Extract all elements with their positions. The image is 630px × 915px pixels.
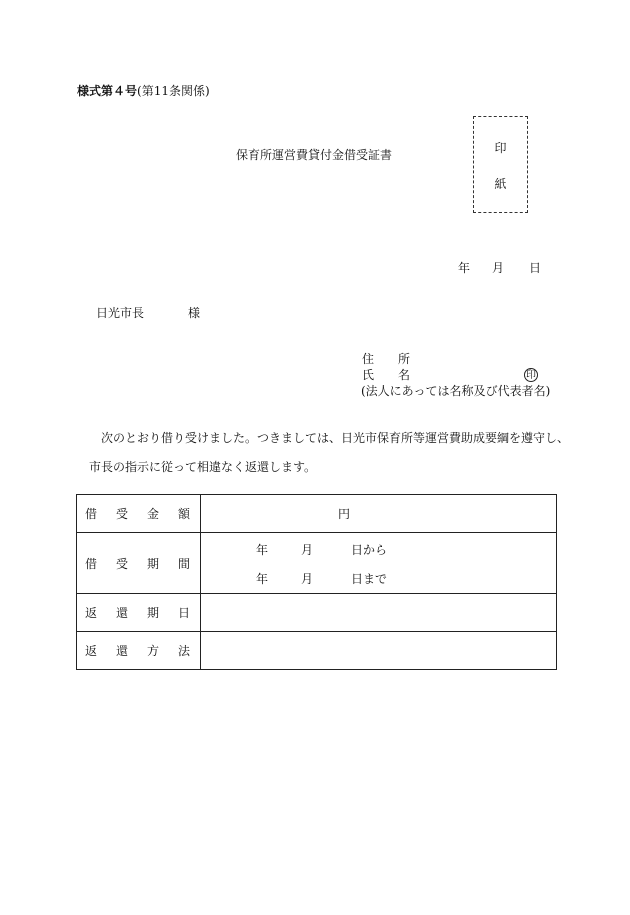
label-char: 方	[146, 644, 159, 658]
label-cell	[77, 594, 201, 632]
name-label: 氏 名	[362, 368, 411, 382]
label-char: 返	[85, 606, 98, 620]
document-title: 保育所運営費貸付金借受証書	[236, 148, 393, 162]
period-from-year: 年	[256, 543, 269, 557]
table-row-amount	[77, 495, 557, 533]
table-row-method	[77, 632, 557, 670]
period-from-month: 月	[301, 543, 314, 557]
period-from-suffix: 日から	[351, 543, 388, 557]
addressee-honorific: 様	[188, 306, 201, 320]
table-row-period	[77, 533, 557, 594]
label-char: 借	[85, 556, 98, 571]
addressee-name: 日光市長	[96, 306, 145, 320]
due-date-cell[interactable]	[201, 594, 557, 632]
form-number-label: 様式第４号	[77, 84, 138, 98]
form-number	[77, 85, 210, 97]
body-line-1: 次のとおり借り受けました。つきましては、日光市保育所等運営費助成要綱を遵守し、	[101, 431, 570, 445]
loan-amount-cell[interactable]	[201, 495, 557, 533]
label-cell	[77, 495, 201, 533]
corporate-note: (法人にあっては名称及び代表者名)	[361, 384, 551, 398]
revenue-stamp-box	[473, 116, 528, 213]
label-char: 受	[115, 556, 128, 571]
loan-period-cell[interactable]	[201, 533, 557, 594]
label-char: 期	[146, 606, 159, 620]
label-char: 返	[85, 644, 98, 658]
repayment-method-cell[interactable]	[201, 632, 557, 670]
label-cell	[77, 632, 201, 670]
seal-mark-icon: 印	[526, 370, 536, 381]
date-day: 日	[529, 261, 542, 275]
label-char: 法	[177, 644, 190, 658]
stamp-char-2: 紙	[494, 177, 507, 191]
label-char: 期	[146, 556, 159, 571]
table-row-due-date	[77, 594, 557, 632]
body-line-2: 市長の指示に従って相違なく返還します。	[89, 460, 317, 474]
label-char: 日	[177, 606, 190, 620]
label-char: 金	[146, 507, 159, 521]
label-char: 借	[85, 507, 98, 521]
loan-table	[76, 494, 557, 670]
label-char: 額	[177, 507, 190, 521]
label-char: 還	[115, 606, 128, 620]
period-to-year: 年	[256, 572, 269, 586]
address-label: 住 所	[362, 352, 411, 366]
yen-unit: 円	[338, 507, 351, 521]
stamp-char-1: 印	[494, 141, 507, 155]
form-number-relation: (第11条関係)	[137, 84, 210, 98]
period-to-month: 月	[301, 572, 314, 586]
label-char: 還	[115, 644, 128, 658]
label-cell	[77, 533, 201, 594]
date-month: 月	[492, 261, 505, 275]
date-year: 年	[458, 261, 471, 275]
period-to-suffix: 日まで	[351, 572, 388, 586]
label-char: 間	[177, 556, 190, 571]
label-char: 受	[115, 507, 128, 521]
